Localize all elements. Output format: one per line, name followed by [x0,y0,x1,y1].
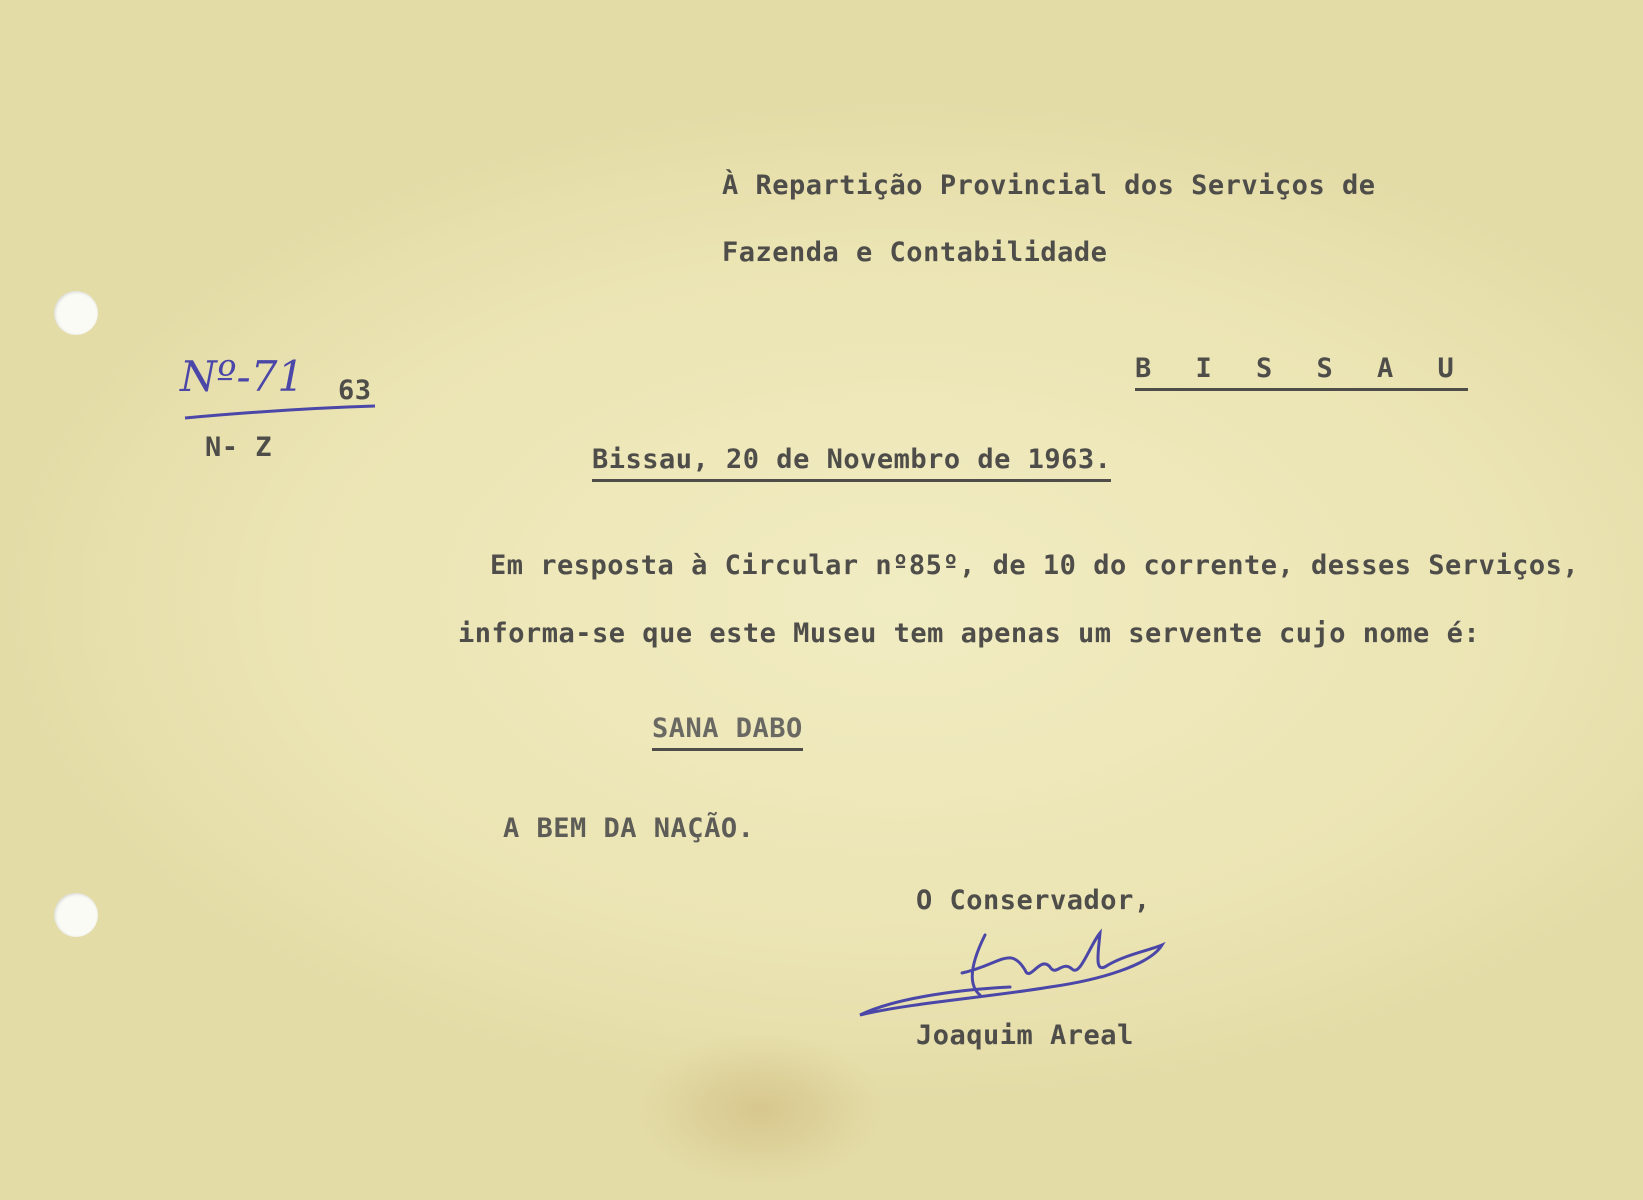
reference-underline [180,388,380,428]
recipient-line-1: À Repartição Provincial dos Serviços de [722,170,1376,201]
recipient-line-2: Fazenda e Contabilidade [722,237,1108,268]
servant-name: SANA DABO [652,713,803,751]
closing-formula: A BEM DA NAÇÃO. [503,813,755,844]
reference-code: N- Z [205,432,273,463]
reference-year: 63 [338,375,372,406]
reference-number-handwritten: Nº-71 [180,352,305,401]
letter-date: Bissau, 20 de Novembro de 1963. [592,444,1111,482]
city-heading: B I S S A U [1135,353,1468,391]
signatory-title: O Conservador, [916,885,1151,916]
punch-hole-bottom [54,893,98,937]
body-line-2: informa-se que este Museu tem apenas um servente cujo nome é: [458,618,1481,649]
signatory-name: Joaquim Areal [916,1020,1134,1051]
punch-hole-top [54,291,98,335]
body-line-1: Em resposta à Circular nº85º, de 10 do corrente, desses Serviços, [490,550,1580,581]
signature-mark [850,925,1170,1035]
